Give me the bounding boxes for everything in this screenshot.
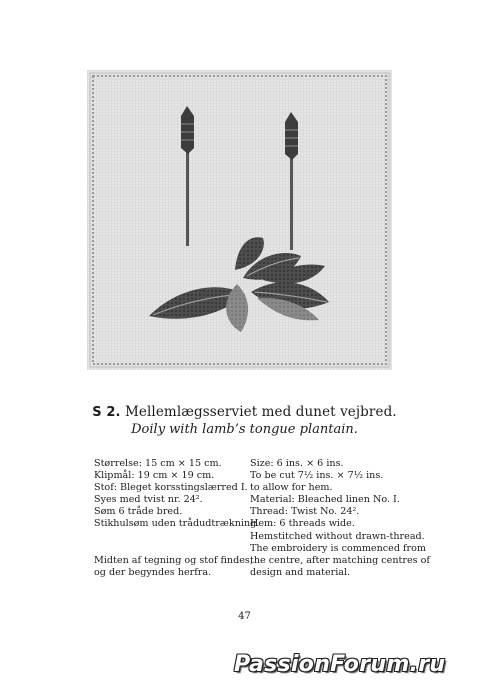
embroidery-photo [87,70,392,370]
english-instructions [250,458,430,579]
danish-line: Søm 6 tråde bred. [94,506,183,518]
english-line: Hem: 6 threads wide. [250,518,355,530]
english-line: Size: 6 ins. × 6 ins. [250,458,344,469]
pattern-code: S 2. [92,405,121,420]
danish-line: Klipmål: 19 cm × 19 cm. [94,470,215,482]
caption-title-english: Doily with lamb’s tongue plantain. [131,422,358,437]
english-line: The embroidery is commenced from [250,542,427,554]
caption-title-danish: Mellemlægsserviet med dunet vejbred. [124,404,397,420]
english-line: Thread: Twist No. 24². [250,506,360,518]
watermark-logo: PassionForum.ru [234,652,446,677]
english-line: Hemstitched without drawn-thread. [250,530,425,542]
danish-line: Størrelse: 15 cm × 15 cm. [94,458,222,469]
danish-line: Stof: Bleget korsstingslærred I. [94,482,248,494]
danish-note-line: og der begyndes herfra. [94,566,212,578]
caption-danish [0,404,489,420]
danish-instructions [94,458,260,579]
english-line: design and material. [250,566,351,578]
plantain-embroidery-illustration [87,70,392,370]
english-line: Material: Bleached linen No. I. [250,494,400,506]
english-line: to allow for hem. [250,482,333,494]
danish-note-line: Midten af tegning og stof findes, [94,554,253,566]
english-line: the centre, after matching centres of [250,554,430,566]
page-number: 47 [238,611,251,622]
danish-line: Syes med tvist nr. 24². [94,494,203,506]
english-line: To be cut 7½ ins. × 7½ ins. [250,470,384,482]
danish-line: Stikhulsøm uden trådudtrækning. [94,518,260,530]
